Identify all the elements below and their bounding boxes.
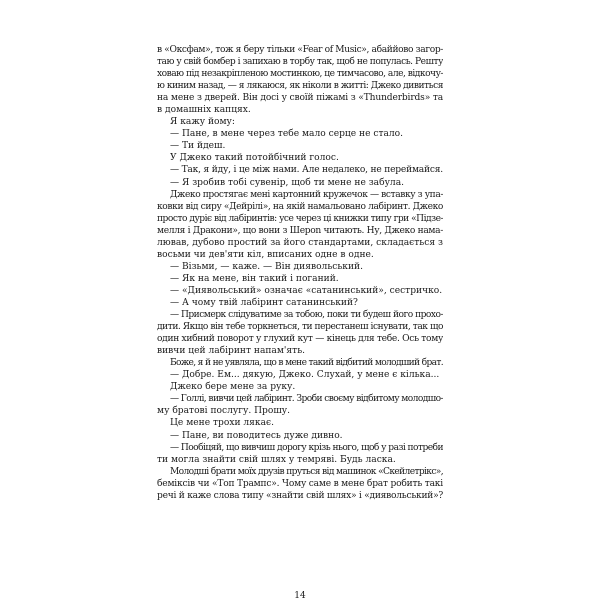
- text-line: — Пане, в мене через тебе мало серце не стало.: [170, 129, 404, 140]
- text-line: — Як на мене, він такий і поганий.: [170, 273, 339, 284]
- text-line: Я кажу йому:: [170, 117, 235, 128]
- text-line: Це мене трохи лякає.: [170, 418, 275, 429]
- text-line: лював, дубово простий за його стандартами, складається з: [157, 237, 443, 248]
- text-line: Джеко бере мене за руку.: [170, 382, 296, 393]
- text-line: — Добре. Ем... дякую, Джеко. Слухай, у мене є кілька...: [170, 370, 440, 381]
- text-line: — «Диявольський» означає «сатанинський», сестричко.: [170, 285, 443, 296]
- text-line: беміксів чи «Топ Трампс». Чому саме в мене брат робить такі: [157, 478, 443, 489]
- text-line: — Пообіцяй, що вивчиш дорогу крізь нього, щоб у разі потреби: [170, 442, 443, 453]
- body-text: [157, 44, 443, 502]
- text-line: просто дуріє від лабіринтів: усе через ці книжки типу гри «Підзе-: [157, 213, 443, 224]
- text-line: — Так, я йду, і це між нами. Але недалеко, не переймайся.: [170, 165, 443, 176]
- text-line: Боже, я й не уявляла, що в мене такий відбитий молодший брат.: [170, 358, 443, 369]
- text-line: — Ти йдеш.: [170, 141, 226, 152]
- text-line: таю у свій бомбер і запихаю в торбу так, щоб не популась. Решту: [157, 57, 443, 68]
- text-line: У Джеко такий потойбічний голос.: [170, 153, 339, 164]
- text-line: один хибний поворот у глухий кут — кінець для тебе. Ось тому: [157, 334, 443, 345]
- text-line: восьми чи дев'яти кіл, вписаних одне в одне.: [157, 249, 374, 260]
- text-line: — Голлі, вивчи цей лабіринт. Зроби своєму відбитому молодшо-: [170, 394, 443, 405]
- text-line: на мене з дверей. Він досі у своїй піжамі з «Thunderbirds» та: [157, 93, 443, 104]
- text-line: — Пане, ви поводитесь дуже дивно.: [170, 430, 343, 441]
- text-line: Джеко простягає мені картонний кружечок — вставку з упа-: [170, 189, 443, 200]
- text-line: речі й каже слова типу «знайти свій шлях» і «диявольський»?: [157, 490, 443, 501]
- text-line: ковки від сиру «Дейрілі», на якій намальовано лабіринт. Джеко: [157, 201, 443, 212]
- text-line: му братові послугу. Прошу.: [157, 406, 291, 417]
- text-line: ти могла знайти свій шлях у темряві. Будь ласка.: [157, 454, 396, 465]
- text-line: ховаю під незакріпленою мостинкою, це тимчасово, але, відкочу-: [157, 69, 443, 80]
- page-number: 14: [294, 591, 306, 601]
- text-line: ю киним назад, — я лякаюся, як ніколи в житті: Джеко дивиться: [157, 81, 443, 92]
- text-line: вивчи цей лабіринт напам'ять.: [157, 346, 306, 357]
- text-line: в домашніх капцях.: [157, 105, 251, 116]
- text-line: дити. Якщо він тебе торкнеться, ти перестанеш існувати, так що: [157, 322, 443, 333]
- text-line: — А чому твій лабіринт сатанинський?: [170, 297, 358, 308]
- text-line: мелля і Дракони», що вони з Шероn читають. Ну, Джеко нама-: [157, 225, 443, 236]
- text-line: — Я зробив тобі сувенір, щоб ти мене не забула.: [170, 177, 405, 188]
- text-line: в «Оксфам», тож я беру тільки «Fear of Music», абаййово загор-: [157, 45, 443, 55]
- text-line: — Візьми, — каже. — Він диявольський.: [170, 261, 364, 272]
- text-line: Молодші брати моїх друзів пруться від машинок «Скейлетрікс»,: [170, 466, 443, 477]
- text-line: — Присмерк слідуватиме за тобою, поки ти будеш його прохо-: [170, 310, 443, 321]
